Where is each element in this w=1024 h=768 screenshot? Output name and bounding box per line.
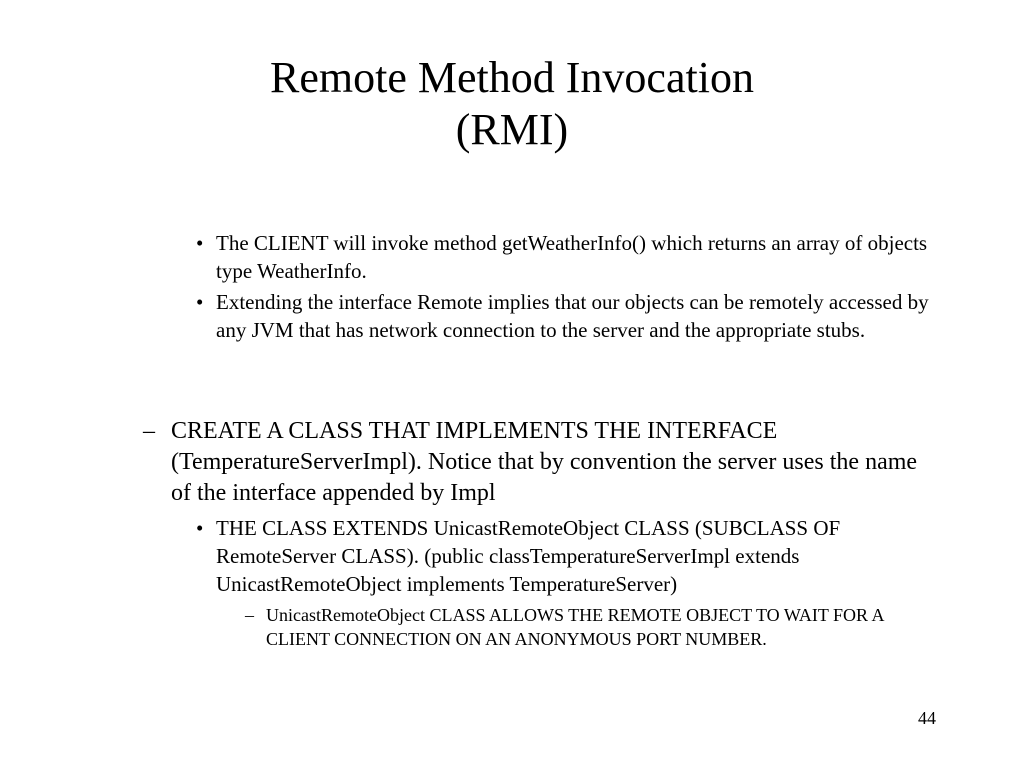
bullet-text: The CLIENT will invoke method getWeatherInfo() which returns an array of objects type WeatherInfo.: [216, 231, 928, 283]
slide-title-line-1: Remote Method Invocation: [270, 53, 754, 102]
bullet-text: Extending the interface Remote implies that our objects can be remotely accessed by any JVM that has network connection to the server and the appropriate stubs.: [216, 290, 929, 342]
bullet-client-invoke: [196, 229, 936, 285]
bullet-text: CREATE A CLASS THAT IMPLEMENTS THE INTERFACE (TemperatureServerImpl). Notice that by convention the server uses the name of the interface appended by Impl: [171, 418, 918, 506]
slide-title-line-2: (RMI): [455, 105, 569, 154]
dash-marker: –: [245, 605, 254, 625]
page-number: 44: [918, 708, 936, 728]
bullet-marker: •: [196, 231, 204, 255]
bullet-unicast-wait: [245, 603, 945, 651]
bullet-text: THE CLASS EXTENDS UnicastRemoteObject CLASS (SUBCLASS OF RemoteServer CLASS). (public classTemperatureServerImpl extends UnicastRemoteObject implements TemperatureServer): [216, 516, 841, 596]
bullet-class-extends: [196, 514, 936, 598]
bullet-extending-remote: [196, 288, 936, 344]
bullet-create-class: [143, 416, 933, 509]
dash-marker: –: [143, 418, 155, 444]
bullet-text: UnicastRemoteObject CLASS ALLOWS THE REMOTE OBJECT TO WAIT FOR A CLIENT CONNECTION ON AN ANONYMOUS PORT NUMBER.: [266, 605, 884, 649]
bullet-marker: •: [196, 290, 204, 314]
bullet-marker: •: [196, 516, 204, 540]
slide-title: [0, 52, 1024, 156]
